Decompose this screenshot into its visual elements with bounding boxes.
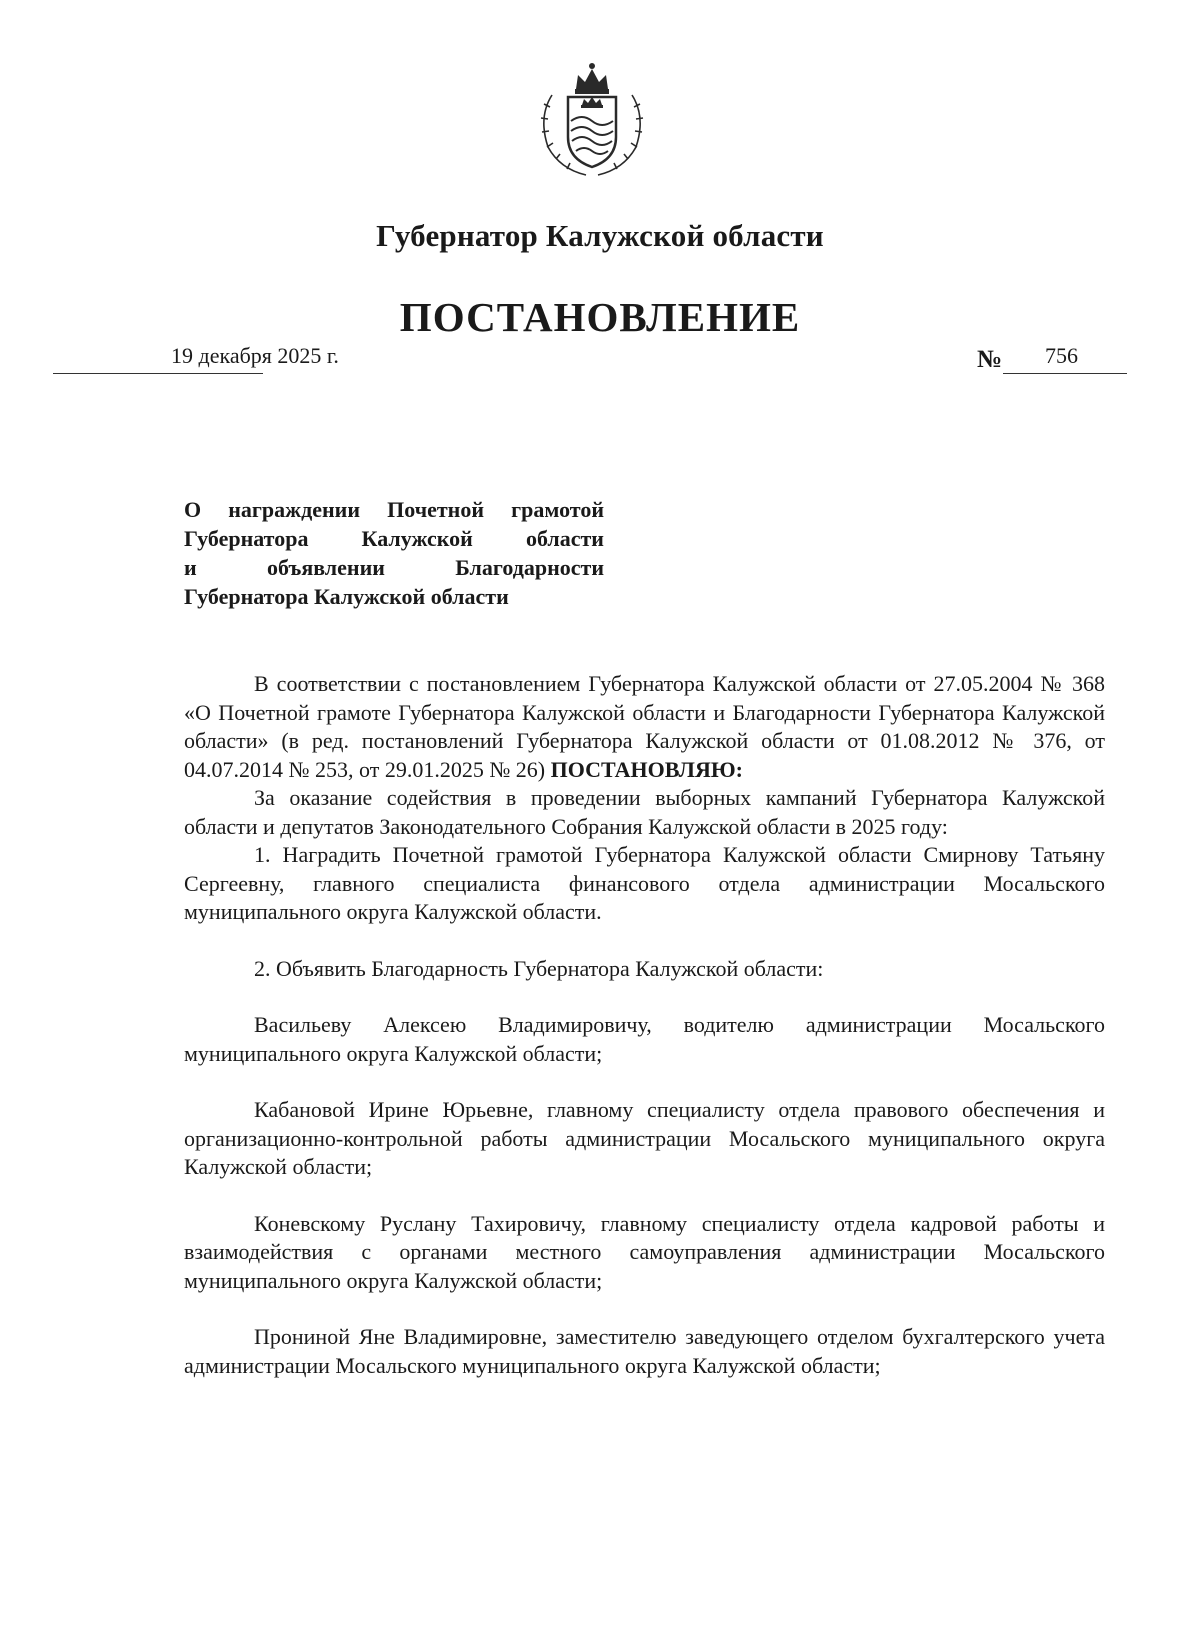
reason-paragraph: За оказание содействия в проведении выборных кампаний Губернатора Калужской области и депутатов Законодательного Собрания Калужской области в 2025 году: [184,785,1105,839]
date-underline [53,373,263,374]
subject-line: О награждении Почетной грамотой [184,497,604,522]
recipient-paragraph: Кабановой Ирине Юрьевне, главному специалисту отдела правового обеспечения и организационно-контрольной работы администрации Мосальского муниципального округа Калужской области; [184,1097,1105,1179]
subject-line: Губернатора Калужской области [184,526,604,551]
number-sign: № [977,346,1003,373]
document-subject [184,495,604,611]
issuing-authority: Губернатор Калужской области [376,218,824,253]
recipient-paragraph: Прониной Яне Владимировне, заместителю заведующего отделом бухгалтерского учета администрации Мосальского муниципального округа Калужской области; [184,1324,1105,1378]
subject-line: и объявлении Благодарности [184,555,604,580]
subject-line: Губернатора Калужской области [184,584,509,609]
preamble-paragraph [184,670,1105,784]
item-1-paragraph: 1. Наградить Почетной грамотой Губернатора Калужской области Смирнову Татьяну Сергеевну, главного специалиста финансового отдела администрации Мосальского муниципального округа Калужской области. [184,842,1105,924]
document-date: 19 декабря 2025 г. [171,343,339,368]
document-type-title: ПОСТАНОВЛЕНИЕ [399,294,801,340]
item-2-paragraph: 2. Объявить Благодарность Губернатора Калужской области: [254,955,824,981]
number-underline [1003,373,1127,374]
recipient-paragraph: Васильеву Алексею Владимировичу, водителю администрации Мосальского муниципального округа Калужской области; [184,1012,1105,1066]
document-number: 756 [1045,343,1078,368]
recipient-paragraph: Коневскому Руслану Тахировичу, главному специалисту отдела кадровой работы и взаимодействия с органами местного самоуправления администрации Мосальского муниципального округа Калужской области; [184,1210,1105,1293]
resolve-keyword: ПОСТАНОВЛЯЮ: [550,756,743,782]
document-body [184,670,1105,1380]
preamble-text: В соответствии с постановлением Губернатора Калужской области от 27.05.2004 № 368 «О Почетной грамоте Губернатора Калужской области и Благодарности Губернатора Калужской области» (в ред. постановлений Губернатора Калужской области от 01.08.2012 № 376, от 04.07.2014 № 253, от 29.01.2025 № 26) [184,671,1105,782]
coat-of-arms-icon [530,55,654,180]
